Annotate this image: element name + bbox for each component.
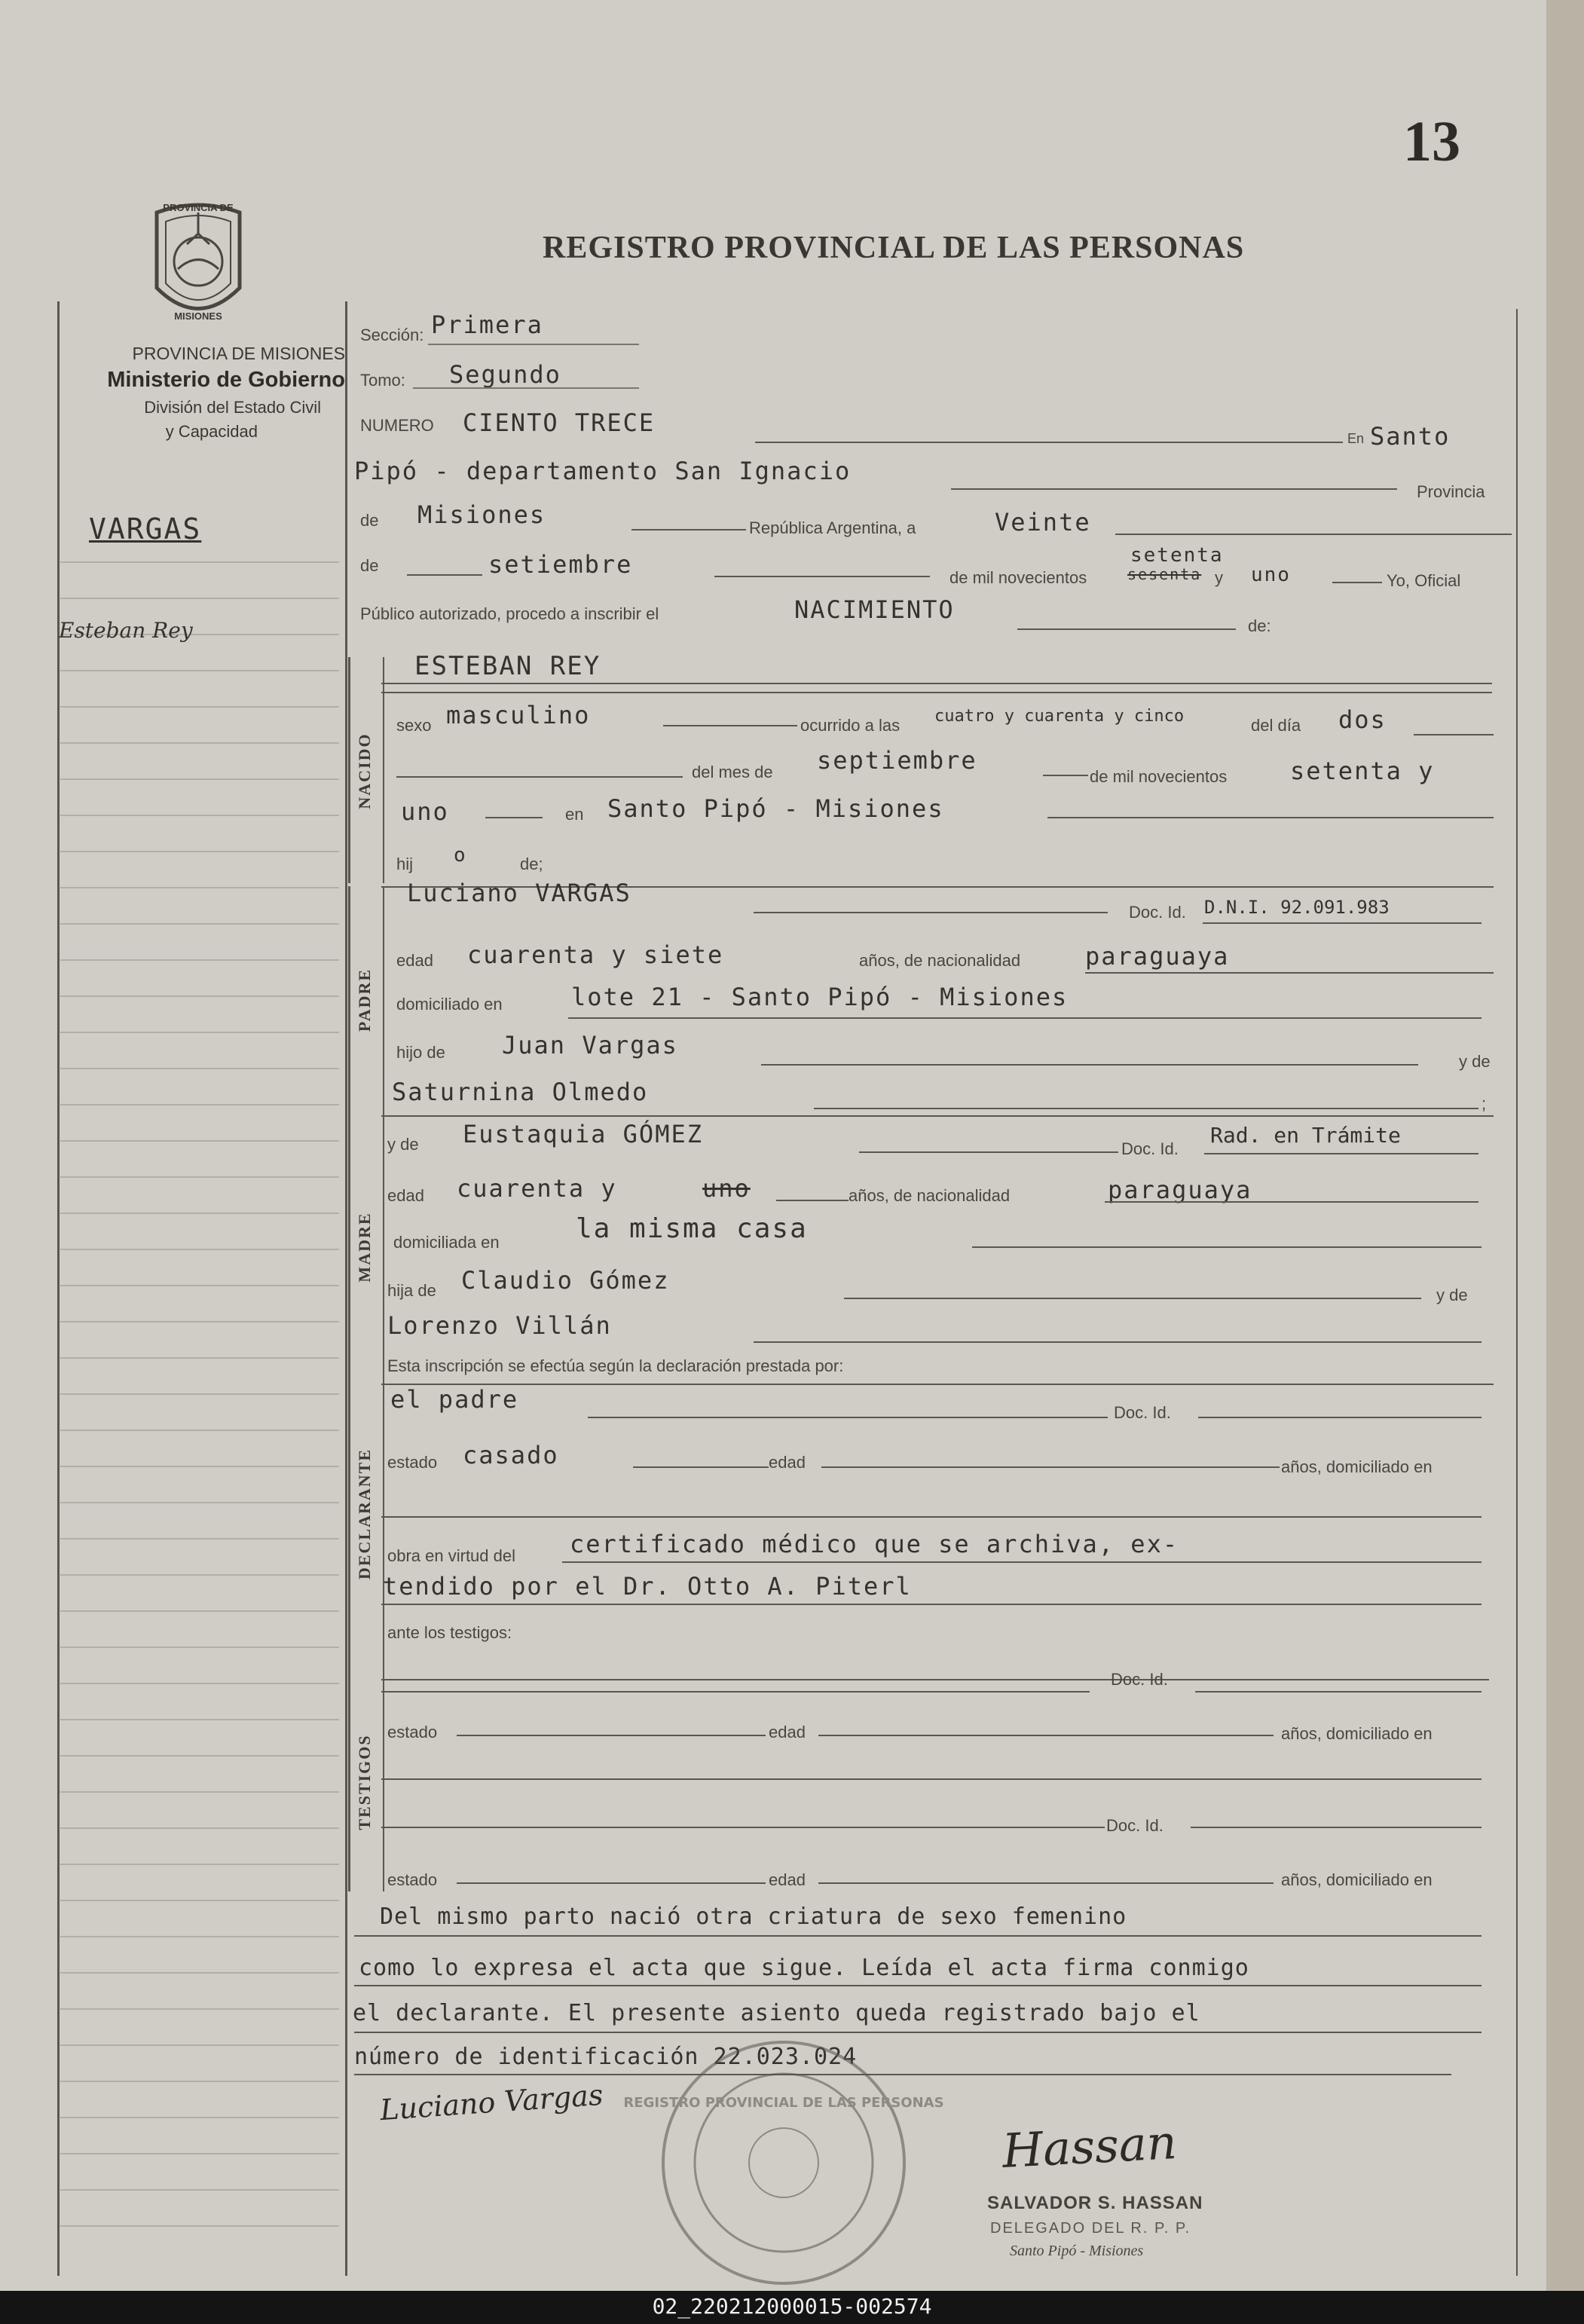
del-mes-label: del mes de <box>692 763 773 781</box>
section-declarante: DECLARANTE <box>355 1448 374 1580</box>
dec-edad-label: edad <box>769 1453 806 1472</box>
dec-estado-label: estado <box>387 1453 438 1472</box>
anio-value-1: setenta <box>1130 544 1224 567</box>
de-semi-label: de; <box>520 855 543 873</box>
province-label: PROVINCIA DE MISIONES <box>132 344 345 363</box>
semicolon-label: ; <box>1482 1094 1487 1113</box>
nota-linea-3: el declarante. El presente asiento queda registrado bajo el <box>353 2000 1200 2026</box>
mes-nac-value: septiembre <box>817 746 977 775</box>
ante-label: ante los testigos: <box>387 1623 512 1642</box>
sexo-value: masculino <box>446 701 591 729</box>
padre-edad-value: cuarenta y siete <box>467 940 724 969</box>
officer-title: DELEGADO DEL R. P. P. <box>990 2220 1191 2237</box>
madre-edad-struck: uno <box>702 1174 751 1203</box>
madre-nac-value: paraguaya <box>1108 1176 1252 1204</box>
madre-dom-label: domiciliada en <box>393 1233 500 1252</box>
padre-edad-label: edad <box>396 951 433 970</box>
declarante-value: el padre <box>390 1385 519 1414</box>
hija-de-label: hija de <box>387 1281 436 1300</box>
anio-nac-value-1: setenta y <box>1290 757 1435 785</box>
padre-nac-label: años, de nacionalidad <box>859 951 1021 970</box>
obra-label: obra en virtud del <box>387 1546 515 1565</box>
lugar-nac-value: Santo Pipó - Misiones <box>607 794 944 823</box>
abuelo-p-value: Juan Vargas <box>502 1031 678 1060</box>
hijo-o-value: o <box>454 844 467 867</box>
publico-label: Público autorizado, procedo a inscribir el <box>360 604 659 623</box>
madre-edad-value-1: cuarenta y <box>457 1174 617 1203</box>
hora-value: cuatro y cuarenta y cinco <box>934 707 1185 726</box>
esta-inscripcion-label: Esta inscripción se efectúa según la declaración prestada por: <box>387 1356 844 1375</box>
de-label-2: de <box>360 556 379 575</box>
seccion-label: Sección: <box>360 326 424 344</box>
de-mil-label-2: de mil novecientos <box>1090 767 1228 786</box>
de-label-1: de <box>360 511 379 530</box>
numero-value: CIENTO TRECE <box>463 408 656 437</box>
anio-struck: sesenta <box>1127 565 1202 583</box>
nota-linea-1: Del mismo parto nació otra criatura de sexo femenino <box>380 1904 1127 1930</box>
certificado-value-1: certificado médico que se archiva, ex- <box>570 1530 1179 1558</box>
de-colon-label: de: <box>1248 616 1271 635</box>
registry-stamp-icon <box>623 2035 944 2291</box>
dia-value: Veinte <box>995 508 1091 537</box>
hij-label: hij <box>396 855 414 873</box>
madre-dom-value: la misma casa <box>576 1213 808 1244</box>
nota-linea-4: número de identificación 22.023.024 <box>354 2044 858 2070</box>
section-madre: MADRE <box>355 1212 374 1283</box>
file-id: 02_220212000015-002574 <box>652 2294 932 2319</box>
tomo-value: Segundo <box>449 360 561 389</box>
provincia-value: Misiones <box>417 500 546 529</box>
madre-doc-label: Doc. Id. <box>1121 1139 1179 1158</box>
lugar-value-1: Santo <box>1370 422 1451 451</box>
anio-value-2: uno <box>1251 564 1291 586</box>
padre-dom-value: lote 21 - Santo Pipó - Misiones <box>571 983 1069 1011</box>
dia-nac-value: dos <box>1338 705 1387 734</box>
y-de-label-3: y de <box>1436 1286 1468 1304</box>
lugar-value-2: Pipó - departamento San Ignacio <box>354 457 852 485</box>
section-nacido: NACIDO <box>355 732 374 809</box>
margin-left-rule <box>57 301 60 2276</box>
file-id-bar <box>0 2291 1584 2324</box>
y-label: y <box>1215 568 1223 587</box>
oficial-signature: Hassan <box>1001 2114 1179 2179</box>
t2-estado-label: estado <box>387 1870 438 1889</box>
seal-text-bottom: MISIONES <box>174 310 222 322</box>
madre-doc-value: Rad. en Trámite <box>1210 1123 1401 1148</box>
padre-nac-value: paraguaya <box>1085 942 1230 971</box>
seccion-value: Primera <box>431 310 543 339</box>
document-title: REGISTRO PROVINCIAL DE LAS PERSONAS <box>543 231 1245 265</box>
t2-doc-label: Doc. Id. <box>1106 1816 1164 1835</box>
del-dia-label: del día <box>1251 716 1301 735</box>
declarante-doc-label: Doc. Id. <box>1114 1403 1171 1422</box>
acto-value: NACIMIENTO <box>794 595 955 624</box>
declarante-signature: Luciano Vargas <box>378 2078 604 2127</box>
certificado-value-2: tendido por el Dr. Otto A. Piterl <box>383 1572 912 1601</box>
t2-anos-label: años, domiciliado en <box>1281 1870 1433 1889</box>
numero-label: NUMERO <box>360 416 434 435</box>
division-label-1: División del Estado Civil <box>144 398 321 417</box>
hijo-de-label: hijo de <box>396 1043 445 1062</box>
officer-place: Santo Pipó - Misiones <box>1010 2243 1144 2259</box>
abuelo-m-value: Claudio Gómez <box>461 1266 670 1295</box>
section-testigos: TESTIGOS <box>355 1734 374 1830</box>
madre-nombre-value: Eustaquia GÓMEZ <box>463 1120 703 1148</box>
seal-text-top: PROVINCIA DE <box>163 202 234 213</box>
dec-anos-label: años, domiciliado en <box>1281 1457 1433 1476</box>
padre-dom-label: domiciliado en <box>396 995 503 1014</box>
padre-nombre-value: Luciano VARGAS <box>407 879 631 907</box>
abuela-p-value: Saturnina Olmedo <box>392 1078 649 1106</box>
madre-nac-label: años, de nacionalidad <box>849 1186 1011 1205</box>
dec-estado-value: casado <box>463 1441 559 1469</box>
t1-estado-label: estado <box>387 1723 438 1741</box>
abuela-m-value: Lorenzo Villán <box>387 1311 612 1340</box>
republica-label: República Argentina, a <box>749 518 916 537</box>
svg-text:REGISTRO PROVINCIAL DE LAS PER: REGISTRO PROVINCIAL DE LAS PERSONAS <box>623 2095 944 2111</box>
page-edge <box>1546 0 1584 2291</box>
tomo-label: Tomo: <box>360 371 405 390</box>
officer-name: SALVADOR S. HASSAN <box>987 2193 1203 2213</box>
margin-right-rule <box>345 301 347 2276</box>
mes-value: setiembre <box>488 550 633 579</box>
t1-anos-label: años, domiciliado en <box>1281 1724 1433 1743</box>
section-padre: PADRE <box>355 968 374 1032</box>
t1-doc-label: Doc. Id. <box>1111 1670 1168 1689</box>
sexo-label: sexo <box>396 716 432 735</box>
yo-oficial-label: Yo, Oficial <box>1387 571 1461 590</box>
nombre-value: ESTEBAN REY <box>414 651 601 681</box>
provincia-label: Provincia <box>1417 482 1485 501</box>
de-mil-label: de mil novecientos <box>949 568 1087 587</box>
ministry-label: Ministerio de Gobierno <box>107 368 345 392</box>
margin-surname: VARGAS <box>89 512 202 546</box>
form-right-rule <box>1516 309 1518 2276</box>
t1-edad-label: edad <box>769 1723 806 1741</box>
t2-edad-label: edad <box>769 1870 806 1889</box>
padre-doc-label: Doc. Id. <box>1129 903 1186 922</box>
anio-nac-value-2: uno <box>401 797 449 826</box>
en-label-2: en <box>565 805 584 824</box>
margin-given-names: Esteban Rey <box>59 618 193 643</box>
nota-linea-2: como lo expresa el acta que sigue. Leída el acta firma conmigo <box>359 1955 1249 1981</box>
y-de-label-1: y de <box>1459 1052 1491 1071</box>
y-de-label-2: y de <box>387 1135 419 1154</box>
en-label: En <box>1347 431 1365 446</box>
ocurrido-label: ocurrido a las <box>800 716 901 735</box>
padre-doc-value: D.N.I. 92.091.983 <box>1204 897 1390 918</box>
page-number: 13 <box>1403 110 1460 173</box>
division-label-2: y Capacidad <box>165 422 258 441</box>
madre-edad-label: edad <box>387 1186 424 1205</box>
